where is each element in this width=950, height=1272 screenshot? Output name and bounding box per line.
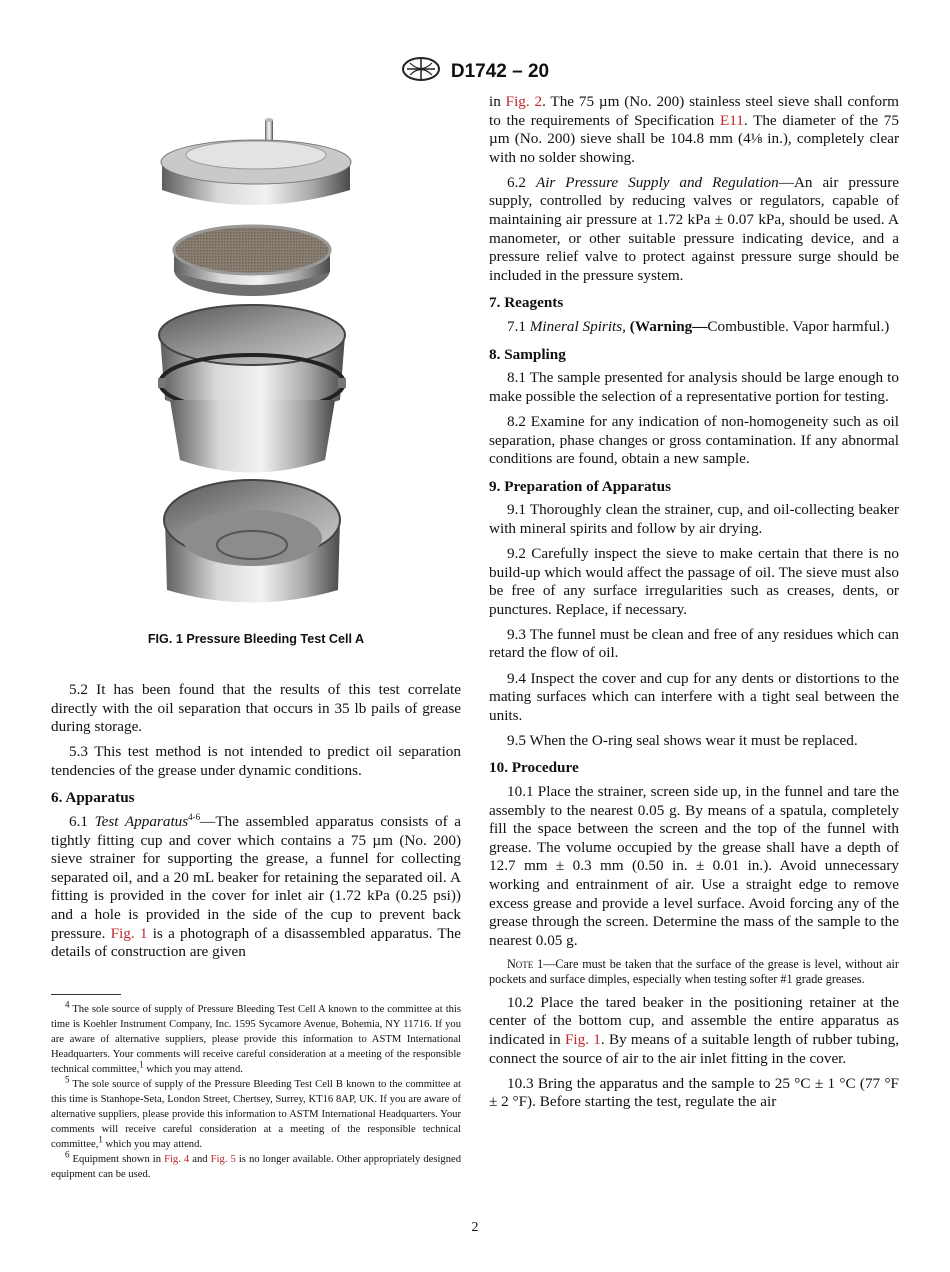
astm-logo-icon [401,56,441,87]
paragraph-9-4: 9.4 Inspect the cover and cup for any dents or distortions to the mating surfaces which can interfere with a tight seal between the units. [489,669,899,724]
footnote-text: which you may attend. [102,1139,203,1150]
footnote-5 [51,1074,461,1152]
paragraph-7-1 [489,318,899,337]
warning-label: (Warning— [625,318,708,336]
paragraph-text: . The diameter of the 75 µm (No. 200) sieve shall be 104.8 mm (4⅛ in.), completely clear with no solder showing. [489,111,899,166]
note-text: 1—Care must be taken that the surface of the grease is level, without air pockets and surface dimples, especially when testing softer #1 grade greases. [489,956,899,987]
section-heading-8: 8. Sampling [489,345,566,363]
footnote-ref[interactable]: 1 [98,1134,103,1145]
footnote-text: which you may attend. [143,1064,243,1075]
paragraph-6-1-continued [489,93,899,167]
footnote-marker: 4 [65,999,70,1010]
figure-1-caption: FIG. 1 Pressure Bleeding Test Cell A [147,632,365,646]
paragraph-10-1: 10.1 Place the strainer, screen side up, in the funnel and tare the assembly to the nearest 0.05 g. By means of a spatula, completely fill the space between the screen and the top of the funnel with grease. The volume occupied by the grease shall have a depth of 12.7 mm ± 0.3 mm (0.50 in. ± 0.01 in.). Avoid unnecessary working and entrainment of air. Use a straight edge to remove excess grease and provide a level surface. Avoid forcing any of the grease through the screen. Determine the mass of the sample to the nearest 0.05 g. [489,783,899,949]
footnote-marker: 6 [65,1149,70,1160]
page-number: 2 [471,1220,479,1235]
paragraph-6-1 [51,813,461,962]
paragraph-9-5: 9.5 When the O-ring seal shows wear it must be replaced. [507,731,858,749]
section-heading-10: 10. Procedure [489,759,579,777]
right-column [489,93,899,1118]
paragraph-9-1: 9.1 Thoroughly clean the strainer, cup, and oil-collecting beaker with mineral spirits and follow by air drying. [489,501,899,537]
paragraph-10-3: 10.3 Bring the apparatus and the sample to 25 °C ± 1 °C (77 °F ± 2 °F). Before starting the test, regulate the air [489,1074,899,1111]
fig-2-link[interactable]: Fig. 2 [505,93,543,110]
paragraph-5-3: 5.3 This test method is not intended to predict oil separation tendencies of the grease under dynamic conditions. [51,743,461,779]
fig-1-link[interactable]: Fig. 1 [110,924,148,942]
fig-4-link[interactable]: Fig. 4 [164,1154,190,1165]
figure-1-photo [140,100,360,620]
paragraph-term: Mineral Spirits, [529,318,626,336]
note-1 [489,957,899,988]
fig-1-link[interactable]: Fig. 1 [564,1031,601,1049]
footnote-6 [51,1149,461,1182]
paragraph-term: Air Pressure Supply and Regulation [535,173,779,191]
paragraph-9-2: 9.2 Carefully inspect the sieve to make certain that there is no build-up which would affect the passage of oil. The sieve must also be free of any surface irregularities such as creases, dents, or punctures. Replace, if necessary. [489,544,899,618]
paragraph-10-2 [489,994,899,1068]
page-header [0,56,950,87]
paragraph-text: Combustible. Vapor harmful.) [707,318,890,336]
footnote-ref[interactable]: 1 [139,1059,144,1070]
paragraph-6-2 [489,174,899,286]
section-heading-6: 6. Apparatus [51,789,135,807]
paragraph-9-3: 9.3 The funnel must be clean and free of any residues which can retard the flow of oil. [489,625,899,662]
footnote-ref[interactable]: 4-6 [188,812,201,822]
paragraph-number: 7.1 [507,318,530,336]
paragraph-number: 6.1 [69,813,95,831]
footnote-divider [51,994,121,995]
paragraph-text: . By means of a suitable length of rubber tubing, connect the source of air to the air inlet fitting in the cover. [489,1031,899,1067]
e11-link[interactable]: E11 [719,111,744,129]
section-heading-7: 7. Reagents [489,294,564,312]
document-designation: D1742 – 20 [450,60,550,82]
fig-5-link[interactable]: Fig. 5 [210,1154,236,1165]
footnote-text: The sole source of supply of the Pressure Bleeding Test Cell B known to the committee at this time is Stanhope-Seta, London Street, Chertsey, Surrey, KT16 8AP, UK. If you are aware of alternative suppliers, please provide this information to ASTM International Headquarters. Your comments will receive careful consideration at a meeting of the responsible technical committee, [51,1079,461,1150]
paragraph-5-2: 5.2 It has been found that the results of this test correlate directly with the oil separation that occurs in 35 lb pails of grease during storage. [51,681,461,736]
section-heading-9: 9. Preparation of Apparatus [489,477,671,495]
paragraph-text: is a photograph of a disassembled apparatus. The details of construction are given [51,924,461,961]
paragraph-text: —An air pressure supply, controlled by reducing valves or regulators, capable of maintaining air pressure at 1.72 kPa ± 0.07 kPa, should be used. A manometer, or other suitable pressure indicating device, and a pressure relief valve to protect against pressure surge should be included in the pressure system. [489,173,900,284]
footnote-text: Equipment shown in [69,1154,165,1165]
footnote-text: is no longer available. Other appropriately designed equipment can be used. [51,1154,461,1180]
paragraph-text: —The assembled apparatus consists of a tightly fitting cup and cover which contains a 75 µm (No. 200) sieve strainer for supporting the grease, a funnel for collecting separated oil, and a 20 mL beaker for retaining the separated oil. A fitting is provided in the cover for inlet air (1.72 kPa (0.25 psi)) and a hole is provided in the side of the cup to prevent back pressure. [51,813,462,942]
footnote-marker: 5 [65,1074,70,1085]
left-column [51,681,461,968]
note-label: Note [507,956,534,971]
paragraph-term: Test Apparatus [94,813,189,831]
paragraph-8-1: 8.1 The sample presented for analysis should be large enough to make possible the selection of a representative portion for testing. [489,369,899,405]
footnotes [51,999,461,1182]
paragraph-8-2: 8.2 Examine for any indication of non-homogeneity such as oil separation, phase changes or gross contamination. If any abnormal conditions are found, obtain a new sample. [489,412,899,468]
paragraph-text: 10.2 Place the tared beaker in the positioning retainer at the center of the bottom cup, and assemble the entire apparatus as indicated in [489,993,899,1049]
footnote-text: and [189,1154,211,1165]
paragraph-text: in [489,93,506,110]
footnote-4 [51,999,461,1077]
paragraph-text: . The 75 µm (No. 200) stainless steel sieve shall conform to the requirements of Specification [489,93,899,129]
footnote-text: The sole source of supply of Pressure Bleeding Test Cell A known to the committee at this time is Koehler Instrument Company, Inc. 1595 Sycamore Avenue, Bohemia, NY 11716. If you are aware of alternative suppliers, please provide this information to ASTM International Headquarters. Your comments will receive careful consideration at a meeting of the responsible technical committee, [51,1004,461,1075]
paragraph-number: 6.2 [507,173,536,191]
